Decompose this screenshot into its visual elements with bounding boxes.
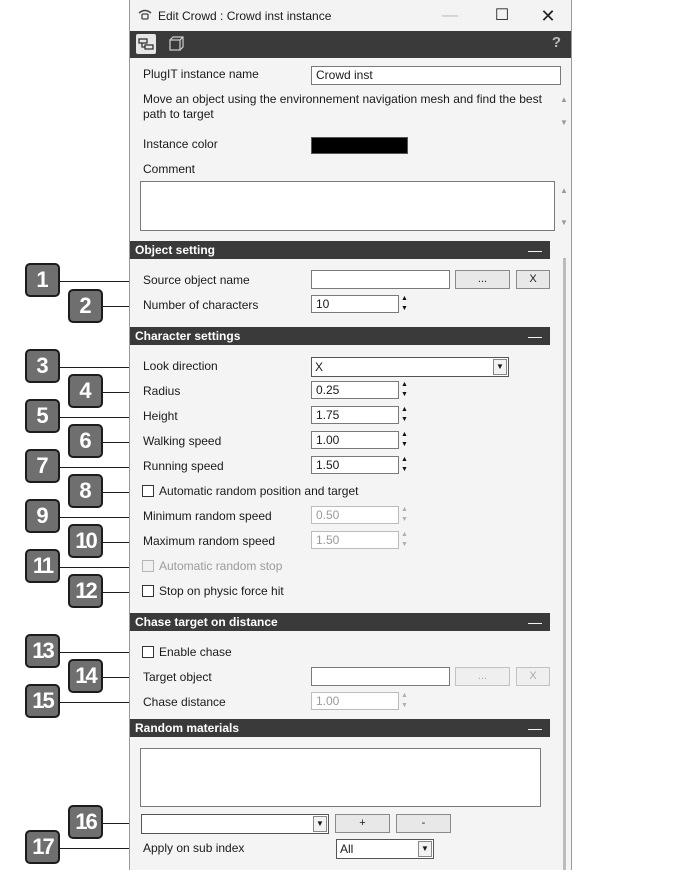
callout-leader-line [60, 281, 139, 282]
physic-stop-label: Stop on physic force hit [159, 584, 284, 598]
look-direction-value: X [315, 360, 324, 374]
callout-badge-15: 15 [25, 684, 60, 718]
spin-down-icon[interactable]: ▼ [401, 466, 408, 473]
callout-leader-line [60, 848, 139, 849]
enable-chase-checkbox[interactable] [142, 646, 154, 658]
radius-spinner[interactable] [399, 380, 410, 400]
auto-random-stop-label: Automatic random stop [159, 559, 283, 573]
title-bar [130, 0, 571, 31]
callout-badge-8: 8 [68, 474, 103, 508]
callout-leader-line [60, 367, 139, 368]
dropdown-icon[interactable]: ▼ [313, 816, 327, 832]
max-random-speed-label: Maximum random speed [143, 534, 276, 548]
scroll-down-icon[interactable]: ▼ [560, 118, 568, 127]
spin-down-icon[interactable]: ▼ [401, 516, 408, 523]
callout-badge-9: 9 [25, 499, 60, 533]
height-label: Height [143, 409, 178, 423]
max-random-speed-input[interactable]: 1.50 [311, 531, 399, 549]
spin-up-icon[interactable]: ▲ [401, 406, 408, 413]
target-browse-button[interactable]: ... [455, 667, 510, 686]
height-spinner[interactable] [399, 405, 410, 425]
running-speed-label: Running speed [143, 459, 224, 473]
help-icon[interactable]: ? [551, 34, 561, 51]
callout-badge-16: 16 [68, 805, 103, 839]
scroll-up-icon[interactable]: ▲ [560, 95, 568, 104]
callout-leader-line [60, 517, 139, 518]
spin-up-icon[interactable]: ▲ [401, 506, 408, 513]
num-characters-label: Number of characters [143, 298, 259, 312]
source-clear-button[interactable]: X [516, 270, 550, 289]
toolbar [130, 31, 571, 58]
callout-badge-11: 11 [25, 549, 60, 583]
look-direction-select[interactable] [311, 357, 509, 377]
app-icon [138, 9, 152, 21]
walking-speed-input[interactable]: 1.00 [311, 431, 399, 449]
instance-name-label: PlugIT instance name [143, 67, 259, 81]
instance-description: Move an object using the environnement navigation mesh and find the best path to target [143, 92, 542, 121]
section-title: Random materials [135, 721, 240, 735]
callout-badge-3: 3 [25, 349, 60, 383]
character-settings-header[interactable] [130, 327, 550, 345]
spin-up-icon[interactable]: ▲ [401, 431, 408, 438]
walking-speed-label: Walking speed [143, 434, 222, 448]
spin-up-icon[interactable]: ▲ [401, 692, 408, 699]
callout-badge-17: 17 [25, 830, 60, 864]
window-title: Edit Crowd : Crowd inst instance [158, 9, 332, 23]
auto-random-stop-checkbox[interactable] [142, 560, 154, 572]
instance-name-input[interactable]: Crowd inst [311, 66, 561, 85]
spin-down-icon[interactable]: ▼ [401, 391, 408, 398]
height-input[interactable]: 1.75 [311, 406, 399, 424]
close-button[interactable] [528, 4, 568, 28]
sub-index-select[interactable] [336, 839, 434, 859]
target-object-label: Target object [143, 670, 212, 684]
comment-textarea[interactable] [140, 181, 555, 231]
running-speed-spinner[interactable] [399, 455, 410, 475]
collapse-icon[interactable]: — [528, 720, 542, 736]
target-object-input[interactable] [311, 667, 450, 686]
chase-distance-spinner[interactable] [399, 691, 410, 711]
callout-badge-4: 4 [68, 374, 103, 408]
callout-leader-line [60, 702, 139, 703]
minimize-button[interactable] [430, 4, 470, 28]
max-random-speed-spinner[interactable] [399, 530, 410, 550]
callout-badge-7: 7 [25, 449, 60, 483]
callout-badge-13: 13 [25, 634, 60, 668]
materials-list[interactable] [140, 748, 541, 807]
target-clear-button[interactable]: X [516, 667, 550, 686]
section-title: Character settings [135, 329, 241, 343]
spin-up-icon[interactable]: ▲ [401, 381, 408, 388]
callout-badge-2: 2 [68, 289, 103, 323]
chase-distance-input[interactable]: 1.00 [311, 692, 399, 710]
spin-up-icon[interactable]: ▲ [401, 531, 408, 538]
hierarchy-view-button[interactable] [136, 34, 156, 54]
spin-up-icon[interactable]: ▲ [401, 295, 408, 302]
physic-stop-checkbox[interactable] [142, 585, 154, 597]
close-icon: ✕ [540, 6, 556, 26]
spin-down-icon[interactable]: ▼ [401, 441, 408, 448]
instance-color-swatch[interactable] [311, 137, 408, 154]
instance-color-label: Instance color [143, 137, 218, 151]
look-direction-label: Look direction [143, 359, 218, 373]
edit-crowd-window [129, 0, 572, 870]
source-object-label: Source object name [143, 273, 250, 287]
hierarchy-icon [136, 34, 156, 54]
source-browse-button[interactable]: ... [455, 270, 510, 289]
collapse-icon[interactable]: — [528, 614, 542, 630]
dropdown-icon[interactable]: ▼ [493, 359, 507, 375]
add-material-button[interactable]: + [335, 814, 390, 833]
remove-material-button[interactable]: - [396, 814, 451, 833]
min-random-speed-spinner[interactable] [399, 505, 410, 525]
callout-leader-line [60, 652, 139, 653]
auto-random-checkbox[interactable] [142, 485, 154, 497]
comment-scroll-down-icon[interactable]: ▼ [560, 218, 568, 227]
callout-leader-line [60, 567, 139, 568]
dropdown-icon[interactable]: ▼ [418, 841, 432, 857]
auto-random-label: Automatic random position and target [159, 484, 359, 498]
object-setting-header[interactable] [130, 241, 550, 259]
spin-down-icon[interactable]: ▼ [401, 416, 408, 423]
callout-leader-line [60, 467, 139, 468]
vertical-scrollbar[interactable] [563, 258, 566, 870]
running-speed-input[interactable]: 1.50 [311, 456, 399, 474]
comment-scroll-up-icon[interactable]: ▲ [560, 186, 568, 195]
num-characters-spinner[interactable] [399, 294, 410, 314]
spin-down-icon[interactable]: ▼ [401, 702, 408, 709]
section-title: Chase target on distance [135, 615, 278, 629]
callout-badge-5: 5 [25, 399, 60, 433]
sub-index-label: Apply on sub index [143, 841, 245, 855]
spin-up-icon[interactable]: ▲ [401, 456, 408, 463]
callout-badge-1: 1 [25, 263, 60, 297]
min-random-speed-label: Minimum random speed [143, 509, 272, 523]
object-view-button[interactable] [166, 34, 186, 54]
callout-badge-14: 14 [68, 659, 103, 693]
callout-leader-line [60, 417, 139, 418]
chase-distance-label: Chase distance [143, 695, 226, 709]
source-object-input[interactable] [311, 270, 450, 289]
radius-label: Radius [143, 384, 181, 398]
comment-label: Comment [143, 162, 196, 176]
minimize-icon: — [442, 7, 458, 24]
walking-speed-spinner[interactable] [399, 430, 410, 450]
spin-down-icon[interactable]: ▼ [401, 305, 408, 312]
random-materials-header[interactable] [130, 719, 550, 737]
material-select[interactable] [141, 814, 329, 834]
num-characters-input[interactable]: 10 [311, 295, 399, 313]
collapse-icon[interactable]: — [528, 328, 542, 344]
callout-badge-12: 12 [68, 574, 103, 608]
radius-input[interactable]: 0.25 [311, 381, 399, 399]
collapse-icon[interactable]: — [528, 242, 542, 258]
cube-icon [166, 34, 186, 54]
callout-badge-10: 10 [68, 524, 103, 558]
section-title: Object setting [135, 243, 216, 257]
chase-target-header[interactable] [130, 613, 550, 631]
maximize-icon: ☐ [494, 7, 510, 24]
min-random-speed-input[interactable]: 0.50 [311, 506, 399, 524]
maximize-button[interactable] [482, 4, 522, 28]
spin-down-icon[interactable]: ▼ [401, 541, 408, 548]
callout-badge-6: 6 [68, 424, 103, 458]
sub-index-value: All [340, 842, 354, 856]
enable-chase-label: Enable chase [159, 645, 232, 659]
